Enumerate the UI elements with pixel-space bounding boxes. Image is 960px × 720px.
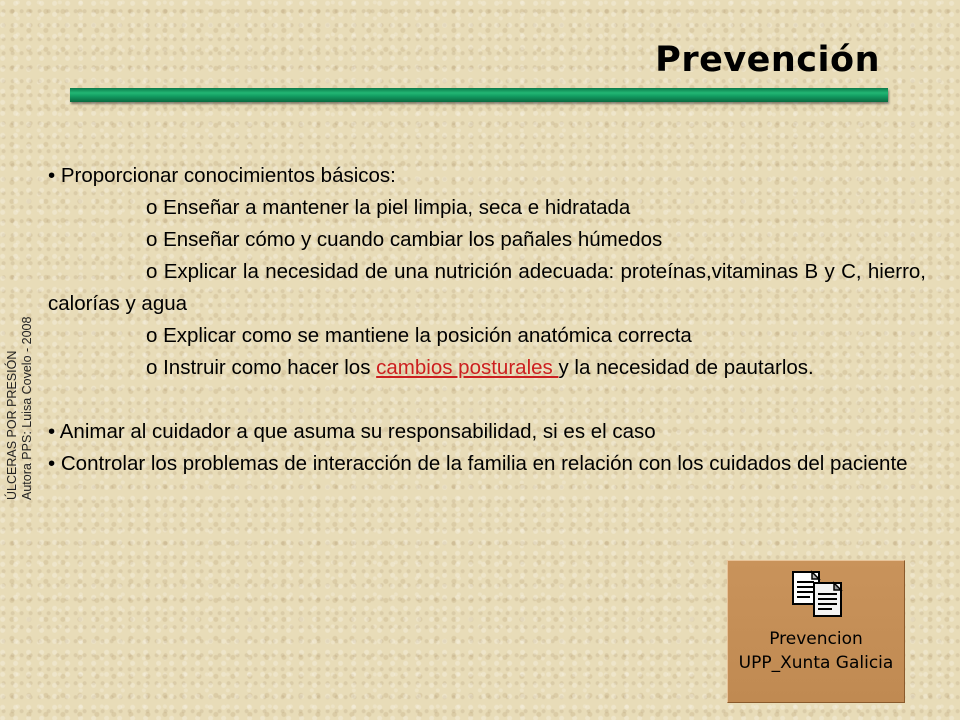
subitem-postural-text-before: o Instruir como hacer los	[146, 356, 377, 379]
subitem-skin: o Enseñar a mantener la piel limpia, seca e hidratada	[146, 196, 631, 219]
side-caption-line2: Autora PPS: Luisa Covelo - 2008	[20, 316, 34, 500]
spacer	[48, 384, 926, 416]
documents-icon	[790, 569, 846, 619]
subitem-diapers: o Enseñar cómo y cuando cambiar los pañales húmedos	[146, 228, 663, 251]
attachment-label	[728, 627, 904, 675]
subitem-postural-text-after: y la necesidad de pautarlos.	[558, 356, 814, 379]
embedded-document-object[interactable]	[727, 560, 905, 703]
bullet-knowledge: • Proporcionar conocimientos básicos:	[48, 164, 396, 187]
attachment-label-line2: UPP_Xunta Galicia	[738, 653, 894, 673]
side-caption-line1: ÚLCERAS POR PRESIÓN	[5, 350, 19, 500]
content-body	[48, 160, 926, 480]
side-caption	[5, 260, 35, 500]
bullet-caregiver: • Animar al cuidador a que asuma su responsabilidad, si es el caso	[48, 420, 656, 443]
subitem-nutrition: o Explicar la necesidad de una nutrición adecuada: proteínas,vitaminas B y C, hierro, calorías y agua	[48, 260, 926, 315]
bullet-family: • Controlar los problemas de interacción de la familia en relación con los cuidados del paciente	[48, 452, 908, 475]
attachment-label-line1: Prevencion	[769, 629, 863, 649]
page-title: Prevención	[655, 40, 880, 80]
subitem-position: o Explicar como se mantiene la posición anatómica correcta	[146, 324, 692, 347]
title-underline-bar	[70, 88, 888, 102]
subitem-postural-changes	[48, 352, 926, 384]
postural-changes-link[interactable]: cambios posturales	[376, 356, 559, 379]
